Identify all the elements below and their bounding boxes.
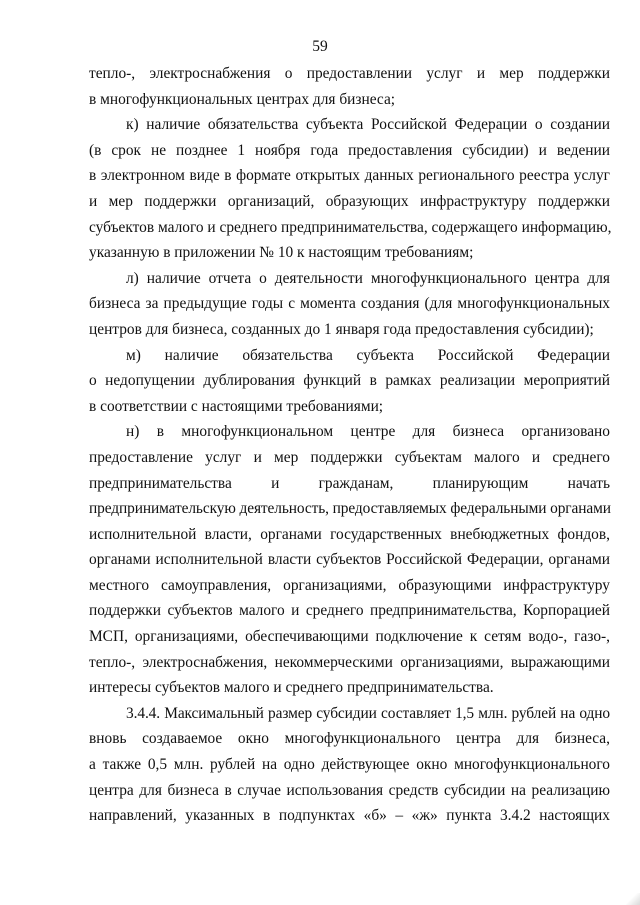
text-line: и мер поддержки организаций, образующих инфраструктуру поддержки: [89, 192, 610, 210]
text-line: указанную в приложении № 10 к настоящим требованиям;: [89, 244, 474, 262]
text-line: предоставление услуг и мер поддержки субъектам малого и среднего: [89, 448, 610, 466]
text-line: 3.4.4. Максимальный размер субсидии составляет 1,5 млн. рублей на одно: [126, 704, 610, 722]
paragraph-item-m: [89, 343, 610, 420]
paragraph-item-k: [89, 112, 610, 266]
paragraph-continuation: [89, 61, 610, 112]
text-line: в электронном виде в формате открытых данных регионального реестра услуг: [89, 167, 610, 185]
text-line: о недопущении дублирования функций в рамках реализации мероприятий: [89, 372, 610, 390]
text-line: (в срок не позднее 1 ноября года предоставления субсидии) и ведении: [89, 141, 610, 159]
text-line: местного самоуправления, организациями, образующими инфраструктуру: [89, 576, 610, 594]
scan-corner-artifact: [626, 893, 640, 905]
text-line: в соответствии с настоящими требованиями;: [89, 397, 384, 415]
text-line: вновь создаваемое окно многофункционального центра для бизнеса,: [89, 730, 610, 748]
text-line: исполнительной власти, органами государственных внебюджетных фондов,: [89, 525, 610, 543]
text-line: н) в многофункциональном центре для бизнеса организовано: [126, 423, 610, 441]
text-line: поддержки субъектов малого и среднего предпринимательства, Корпорацией: [89, 602, 610, 620]
page-number: 59: [312, 38, 328, 55]
text-line: л) наличие отчета о деятельности многофункционального центра для: [126, 269, 610, 287]
text-line: центра для бизнеса в случае использования средств субсидии на реализацию: [89, 781, 610, 799]
text-line: тепло-, электроснабжения, некоммерческими организациями, выражающими: [89, 653, 610, 671]
text-line: субъектов малого и среднего предпринимательства, содержащего информацию,: [89, 218, 612, 236]
text-line: центров для бизнеса, созданных до 1 января года предоставления субсидии);: [89, 320, 594, 338]
paragraph-section-3-4-4: [89, 701, 610, 829]
document-body: [89, 61, 610, 829]
text-line: предпринимательскую деятельность, предоставляемых федеральными органами: [89, 500, 611, 518]
paragraph-item-n: [89, 419, 610, 701]
text-line: м) наличие обязательства субъекта Российской Федерации: [126, 346, 610, 364]
paragraph-item-l: [89, 266, 610, 343]
text-line: интересы субъектов малого и среднего предпринимательства.: [89, 679, 494, 697]
text-line: направлений, указанных в подпунктах «б» – «ж» пункта 3.4.2 настоящих: [89, 807, 610, 825]
text-line: МСП, организациями, обеспечивающими подключение к сетям водо-, газо-,: [89, 628, 610, 646]
text-line: бизнеса за предыдущие годы с момента создания (для многофункциональных: [89, 295, 610, 313]
text-line: тепло-, электроснабжения о предоставлении услуг и мер поддержки: [89, 65, 610, 82]
text-line: предпринимательства и гражданам, планирующим начать: [89, 474, 610, 492]
text-line: к) наличие обязательства субъекта Российской Федерации о создании: [126, 116, 610, 134]
text-line: а также 0,5 млн. рублей на одно действующее окно многофункционального: [89, 756, 610, 774]
text-line: в многофункциональных центрах для бизнеса;: [89, 90, 396, 108]
text-line: органами исполнительной власти субъектов Российской Федерации, органами: [89, 551, 610, 569]
